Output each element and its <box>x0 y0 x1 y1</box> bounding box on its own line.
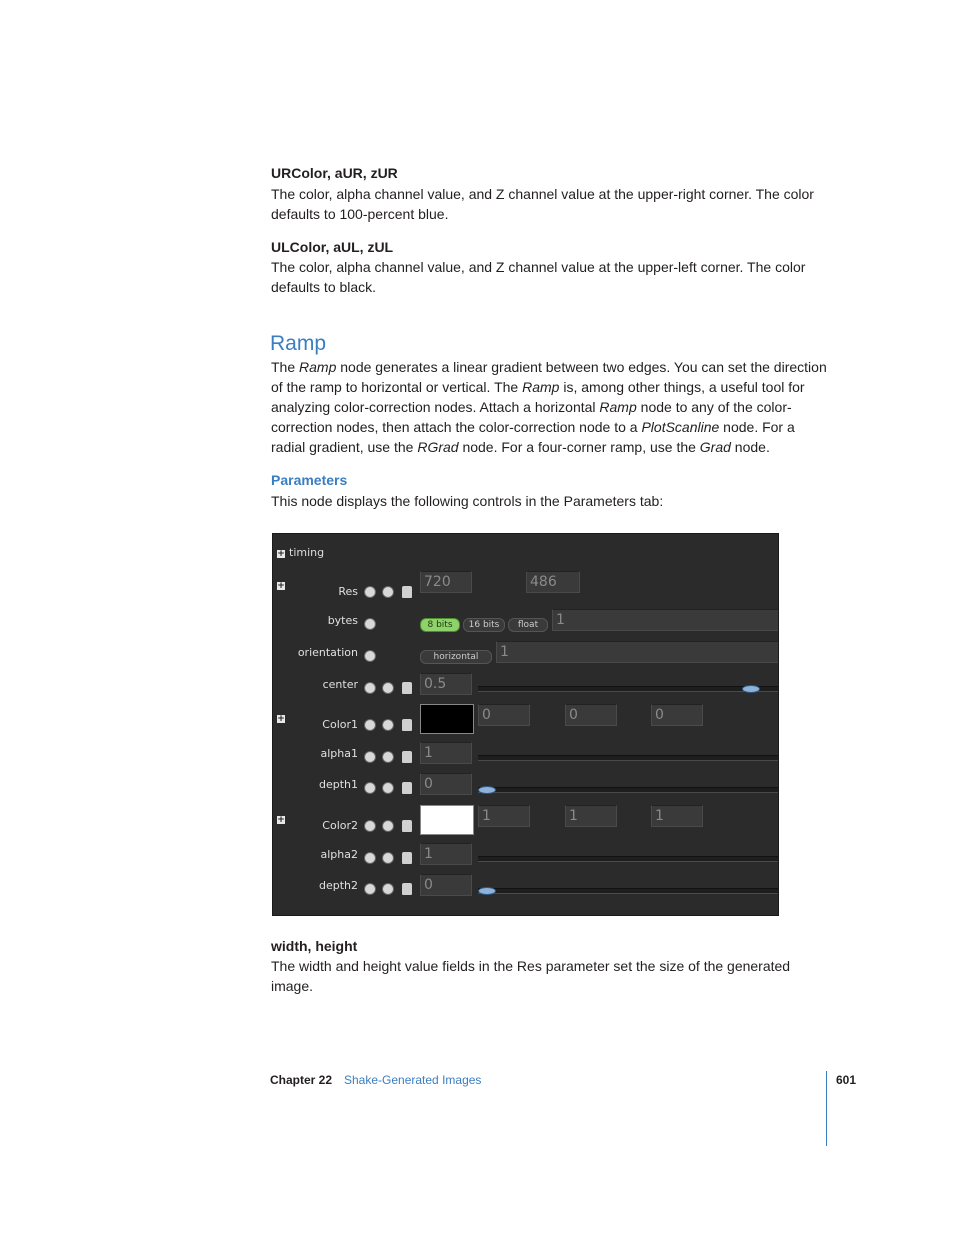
link-icon[interactable] <box>382 719 394 731</box>
bytes-label: bytes <box>327 614 358 627</box>
center-slider-track[interactable] <box>478 686 779 692</box>
link-icon[interactable] <box>382 782 394 794</box>
color2-r-field[interactable]: 1 <box>478 805 530 827</box>
depth1-slider-track[interactable] <box>478 787 779 793</box>
color1-r-field[interactable]: 0 <box>478 704 530 726</box>
orientation-horizontal-button[interactable]: horizontal <box>420 650 492 664</box>
desc-width-height: The width and height value fields in the Res parameter set the size of the generated image. <box>271 958 791 994</box>
clock-icon[interactable] <box>364 883 376 895</box>
color2-swatch[interactable] <box>420 805 474 835</box>
depth2-slider-track[interactable] <box>478 888 779 894</box>
term-urcolor: URColor, aUR, zUR <box>271 165 398 181</box>
res-width-field[interactable]: 720 <box>420 571 472 593</box>
term-rgrad: RGrad <box>417 439 459 455</box>
center-slider-knob[interactable] <box>742 685 760 693</box>
parameters-panel-screenshot <box>272 533 779 916</box>
clock-icon[interactable] <box>364 782 376 794</box>
timing-label: timing <box>289 546 325 559</box>
depth2-value-field[interactable]: 0 <box>420 874 472 896</box>
subheading-parameters: Parameters <box>271 472 348 488</box>
link-icon[interactable] <box>382 682 394 694</box>
link-icon[interactable] <box>382 751 394 763</box>
link-icon[interactable] <box>382 852 394 864</box>
term-ramp: Ramp <box>599 399 637 415</box>
lock-icon[interactable] <box>402 586 412 598</box>
color2-g-field[interactable]: 1 <box>565 805 617 827</box>
orientation-label: orientation <box>297 646 358 659</box>
clock-icon[interactable] <box>364 719 376 731</box>
lock-icon[interactable] <box>402 852 412 864</box>
lock-icon[interactable] <box>402 719 412 731</box>
orientation-value-field[interactable]: 1 <box>496 641 779 663</box>
depth1-label: depth1 <box>318 778 358 791</box>
clock-icon[interactable] <box>364 650 376 662</box>
color1-g-field[interactable]: 0 <box>565 704 617 726</box>
clock-icon[interactable] <box>364 586 376 598</box>
center-value-field[interactable]: 0.5 <box>420 673 472 695</box>
expand-plus-icon[interactable]: + <box>277 714 285 724</box>
depth1-slider-knob[interactable] <box>478 786 496 794</box>
clock-icon[interactable] <box>364 618 376 630</box>
term-plotscanline: PlotScanline <box>641 419 720 435</box>
alpha2-label: alpha2 <box>320 848 358 861</box>
alpha2-value-field[interactable]: 1 <box>420 843 472 865</box>
color1-b-field[interactable]: 0 <box>651 704 703 726</box>
color1-swatch[interactable] <box>420 704 474 734</box>
color2-b-field[interactable]: 1 <box>651 805 703 827</box>
depth2-label: depth2 <box>318 879 358 892</box>
clock-icon[interactable] <box>364 751 376 763</box>
term-ramp: Ramp <box>299 359 337 375</box>
term-grad: Grad <box>699 439 731 455</box>
center-label: center <box>322 678 358 691</box>
alpha2-slider-track[interactable] <box>478 856 779 862</box>
term-width-height: width, height <box>271 938 358 954</box>
bytes-8bits-button[interactable]: 8 bits <box>420 618 460 632</box>
link-icon[interactable] <box>382 586 394 598</box>
term-ramp: Ramp <box>522 379 560 395</box>
clock-icon[interactable] <box>364 682 376 694</box>
res-label: Res <box>338 585 358 598</box>
lock-icon[interactable] <box>402 820 412 832</box>
expand-plus-icon[interactable]: + <box>277 549 285 559</box>
desc-ulcolor: The color, alpha channel value, and Z channel value at the upper-left corner. The color defaults to black. <box>271 259 806 295</box>
res-height-field[interactable]: 486 <box>526 571 580 593</box>
section-heading-ramp: Ramp <box>270 332 327 355</box>
expand-plus-icon[interactable]: + <box>277 581 285 591</box>
lock-icon[interactable] <box>402 751 412 763</box>
color2-label: Color2 <box>322 819 358 832</box>
link-icon[interactable] <box>382 820 394 832</box>
footer-chapter: Chapter 22 <box>270 1073 333 1087</box>
alpha1-value-field[interactable]: 1 <box>420 742 472 764</box>
clock-icon[interactable] <box>364 852 376 864</box>
color1-label: Color1 <box>322 718 358 731</box>
lock-icon[interactable] <box>402 883 412 895</box>
expand-plus-icon[interactable]: + <box>277 815 285 825</box>
link-icon[interactable] <box>382 883 394 895</box>
desc-urcolor: The color, alpha channel value, and Z channel value at the upper-right corner. The color defaults to 100-percent blue. <box>271 186 814 222</box>
alpha1-slider-track[interactable] <box>478 755 779 761</box>
page-number: 601 <box>836 1073 857 1087</box>
clock-icon[interactable] <box>364 820 376 832</box>
alpha1-label: alpha1 <box>320 747 358 760</box>
footer-chapter-title[interactable]: Shake-Generated Images <box>344 1073 482 1087</box>
depth1-value-field[interactable]: 0 <box>420 773 472 795</box>
depth2-slider-knob[interactable] <box>478 887 496 895</box>
bytes-value-field[interactable]: 1 <box>552 609 779 631</box>
term-ulcolor: ULColor, aUL, zUL <box>271 239 394 255</box>
ramp-description: The Ramp node generates a linear gradient between two edges. You can set the direction of the ramp to horizontal or vertical. The Ramp is, among other things, a useful tool for analyzing color-correction nodes. Attach a horizontal Ramp node to any of the color-correction nodes, then attach the color-correction node to a PlotScanline node. For a radial gradient, use the RGrad node. For a four-corner ramp, use the Grad node. <box>271 359 827 455</box>
lock-icon[interactable] <box>402 782 412 794</box>
parameters-intro: This node displays the following controls in the Parameters tab: <box>271 493 664 509</box>
footer-divider <box>826 1071 827 1146</box>
bytes-float-button[interactable]: float <box>508 618 548 632</box>
bytes-16bits-button[interactable]: 16 bits <box>463 618 505 632</box>
lock-icon[interactable] <box>402 682 412 694</box>
